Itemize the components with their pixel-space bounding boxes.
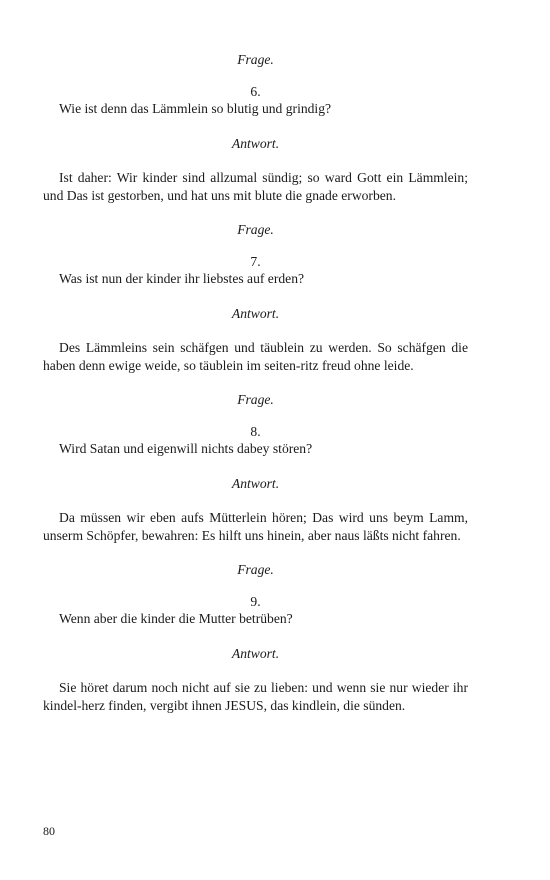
question-label: Frage. — [237, 392, 274, 407]
question-text: Was ist nun der kinder ihr liebstes auf erden? — [59, 271, 305, 286]
qa-block-6 — [43, 51, 468, 204]
question-text: Wenn aber die kinder die Mutter betrüben? — [59, 611, 293, 626]
question-label: Frage. — [237, 562, 274, 577]
question-label: Frage. — [237, 222, 274, 237]
answer-label: Antwort. — [231, 305, 280, 321]
answer-label: Antwort. — [231, 645, 280, 661]
question-text: Wie ist denn das Lämmlein so blutig und grindig? — [59, 101, 332, 116]
question-number: 9. — [250, 593, 261, 609]
question-number: 7. — [250, 253, 261, 269]
answer-text: Des Lämmleins sein schäfgen und täublein zu werden. So schäfgen die haben denn ewige weide, so täublein im seiten-ritz freud ohne leide. — [43, 340, 468, 373]
question-number: 6. — [250, 83, 261, 99]
question-label: Frage. — [237, 52, 274, 67]
answer-label: Antwort. — [231, 475, 280, 491]
answer-text: Da müssen wir eben aufs Mütterlein hören; Das wird uns beym Lamm, unserm Schöpfer, bewahren: Es hilft uns hinein, aber naus läßts nicht fahren. — [43, 510, 468, 543]
page-number: 80 — [43, 824, 55, 838]
question-number: 8. — [250, 423, 261, 439]
page-body — [43, 51, 468, 714]
qa-block-8 — [43, 391, 468, 544]
question-text: Wird Satan und eigenwill nichts dabey stören? — [59, 441, 313, 456]
answer-label: Antwort. — [231, 135, 280, 151]
answer-text: Sie höret darum noch nicht auf sie zu lieben: und wenn sie nur wieder ihr kindel-herz finden, vergibt ihnen JESUS, das kindlein, die sünden. — [43, 680, 468, 713]
qa-block-7 — [43, 221, 468, 374]
qa-block-9 — [43, 561, 468, 714]
answer-text: Ist daher: Wir kinder sind allzumal sündig; so ward Gott ein Lämmlein; und Das ist gestorben, und hat uns mit blute die gnade erworben. — [43, 170, 468, 203]
